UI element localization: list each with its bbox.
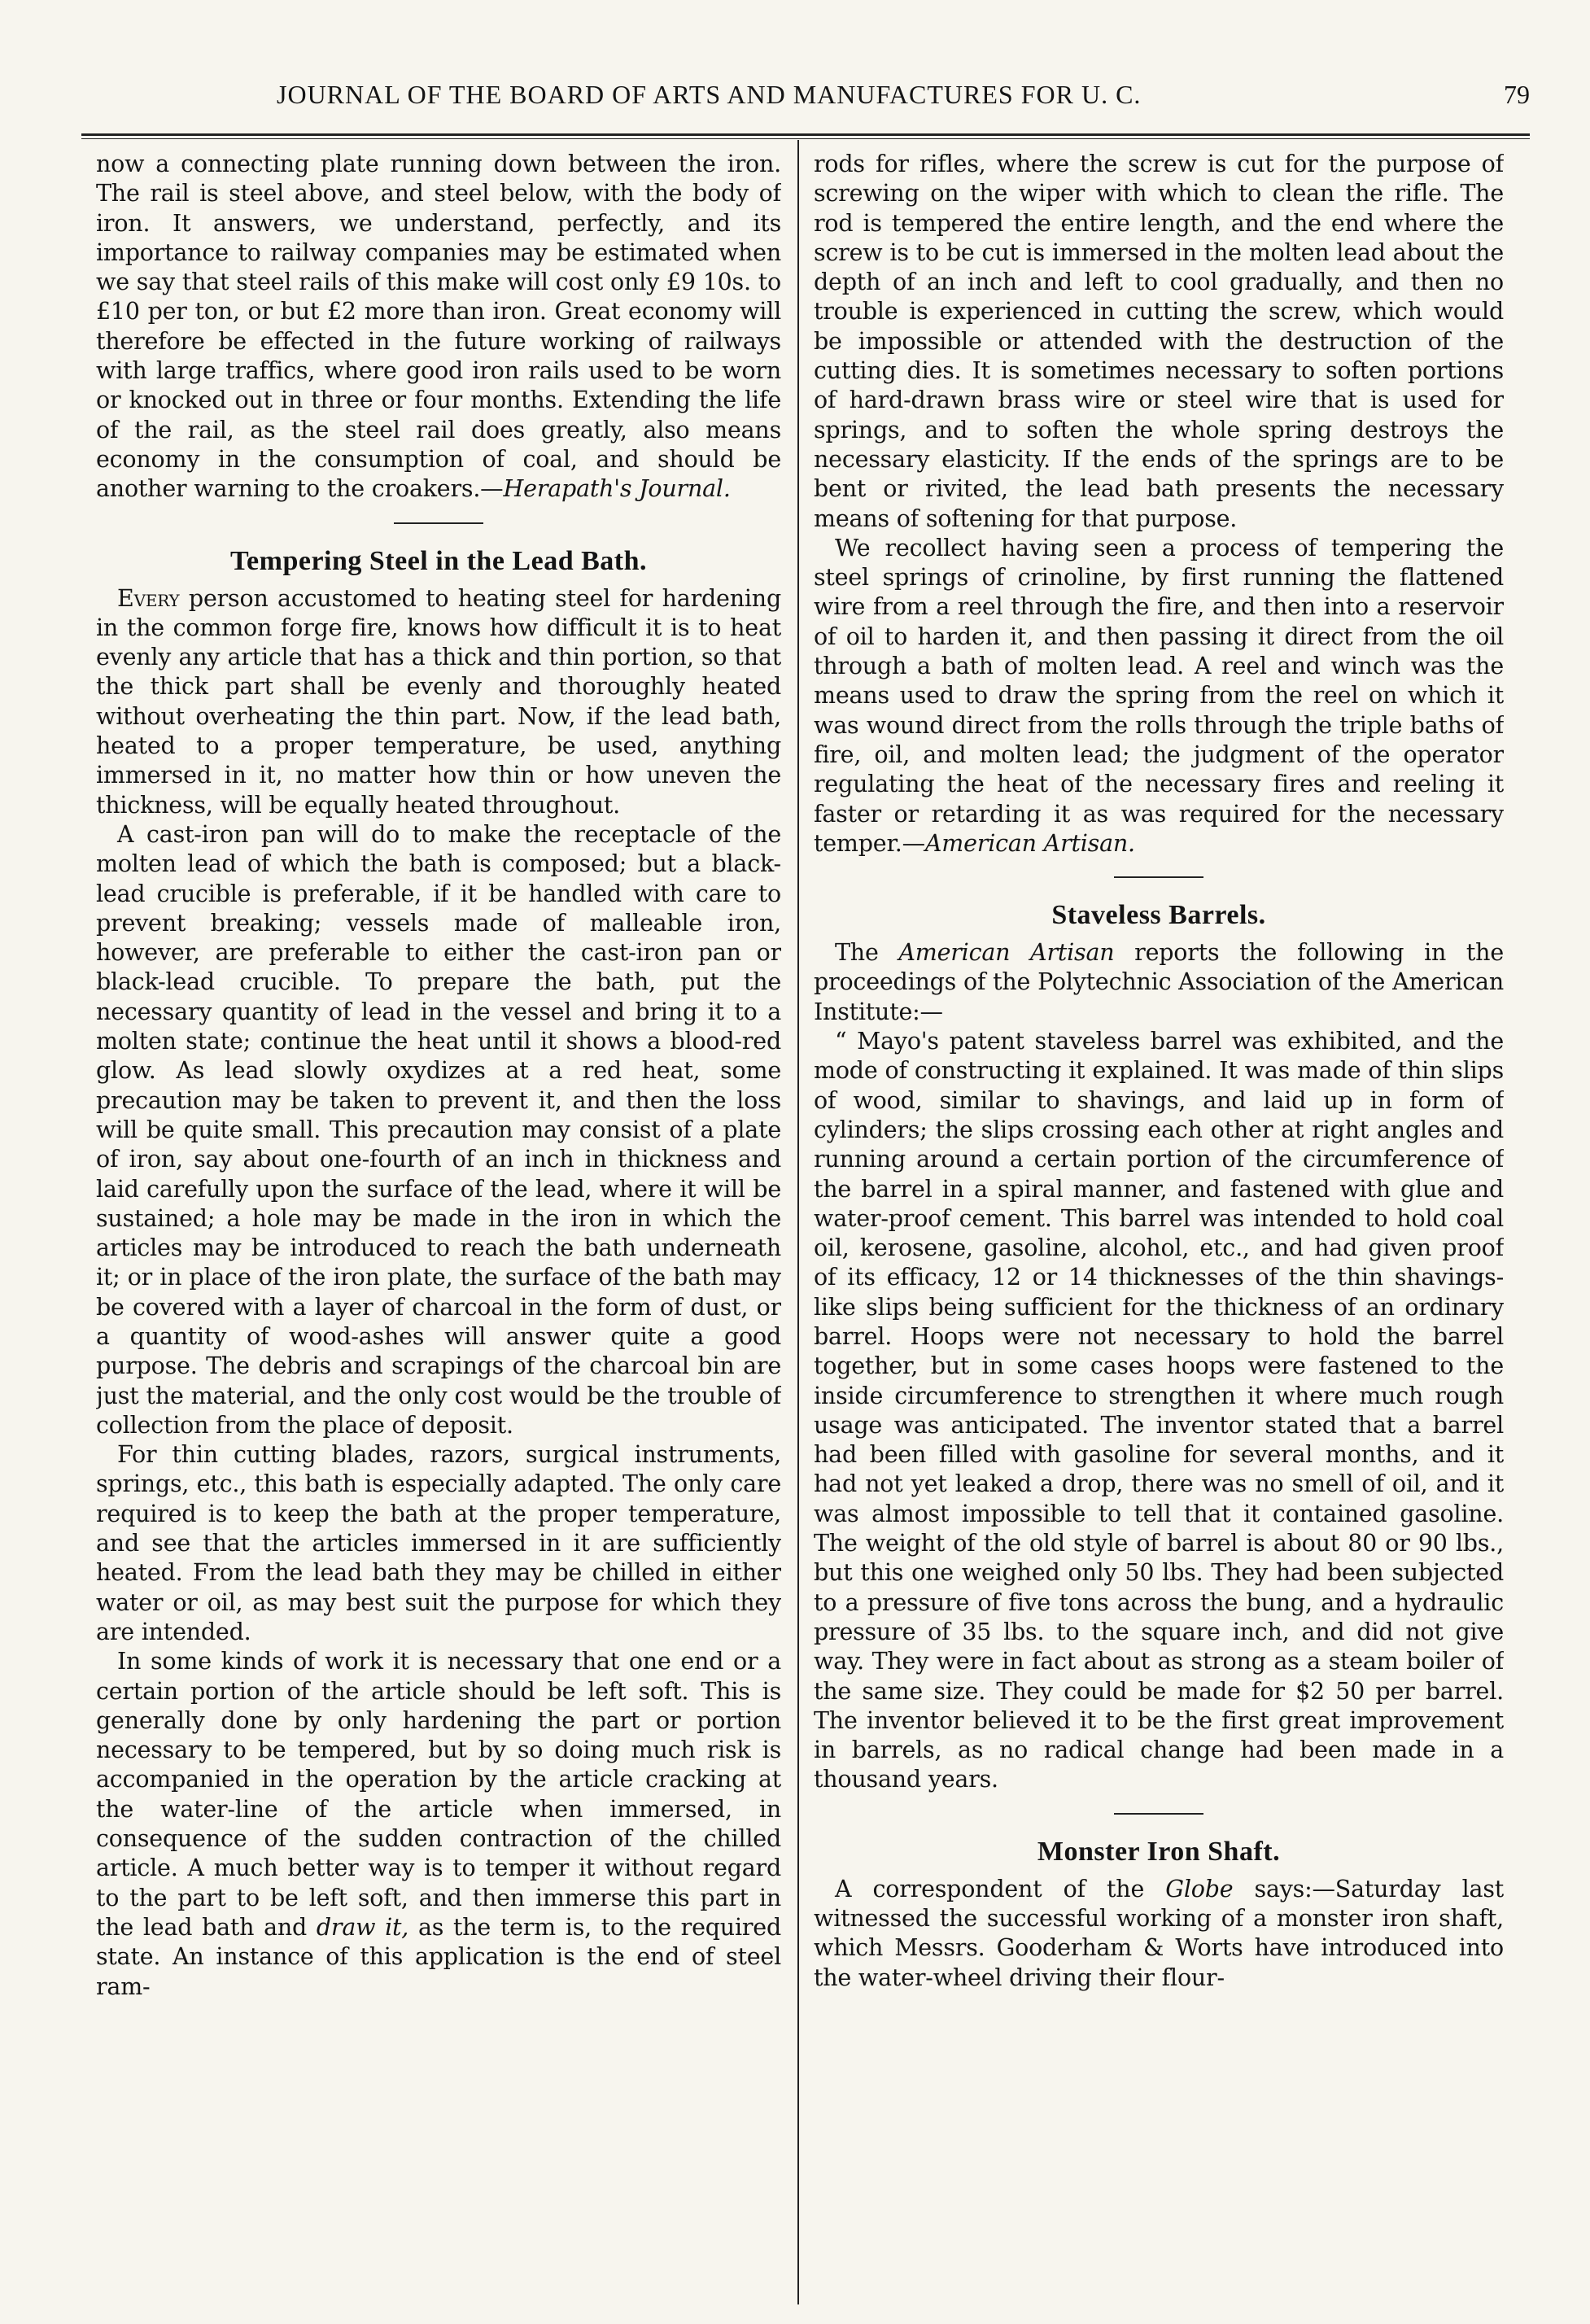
article-paragraph: We recollect having seen a process of tempering the steel springs of crinoline, by first running the flattened wire from a reel through the fire, and then into a reservoir of oil to harden it, and then passing it direct from the oil through a bath of molten lead. A reel and winch was the means used to draw the spring from the reel on which it was wound direct from the rolls through the triple baths of fire, oil, and molten lead; the judgment of the operator regulating the heat of the necessary fires and reeling it faster or retarding it as was required for the necessary temper.—American Artisan.: [814, 534, 1504, 857]
article-paragraph: For thin cutting blades, razors, surgical instruments, springs, etc., this bath is especially adapted. The only care required is to keep the bath at the proper temperature, and see that the articles immersed in it are sufficiently heated. From the lead bath they may be chilled in either water or oil, as may best suit the purpose for which they are intended.: [96, 1441, 781, 1645]
column-divider: [797, 140, 799, 2304]
left-column: [96, 150, 781, 2298]
right-column: [814, 150, 1504, 2298]
article-paragraph: A correspondent of the Globe says:—Saturday last witnessed the successful working of a monster iron shaft, which Messrs. Gooderham & Worts have introduced into the water-wheel driving their flour-: [814, 1875, 1504, 1991]
header-rule: [81, 133, 1530, 139]
running-head: JOURNAL OF THE BOARD OF ARTS AND MANUFACTURES FOR U. C.: [277, 80, 1142, 109]
section-rule: [1114, 876, 1203, 878]
article-title-tempering-steel: Tempering Steel in the Lead Bath.: [229, 545, 648, 576]
article-paragraph: In some kinds of work it is necessary that one end or a certain portion of the article should be left soft. This is generally done by only hardening the part or portion necessary to be tempered, but by so doing much risk is accompanied in the operation by the article cracking at the water-line of the article when immersed, in consequence of the sudden contraction of the chilled article. A much better way is to temper it without regard to the part to be left soft, and then immerse this part in the lead bath and draw it, as the term is, to the required state. An instance of this application is the end of steel ram-: [96, 1648, 781, 2000]
article-title-monster-iron-shaft: Monster Iron Shaft.: [1037, 1836, 1281, 1867]
article-paragraph: “ Mayo's patent staveless barrel was exhibited, and the mode of constructing it explained. It was made of thin slips of wood, similar to shavings, and laid up in form of cylinders; the slips crossing each other at right angles and running around a certain portion of the circumference of the barrel in a spiral manner, and fastened with glue and water-proof cement. This barrel was intended to hold coal oil, kerosene, gasoline, alcohol, etc., and had given proof of its efficacy, 12 or 14 thicknesses of the thin shavings-like slips being sufficient for the thickness of an ordinary barrel. Hoops were not necessary to hold the barrel together, but in some cases hoops were fastened to the inside circumference to strengthen it where much rough usage was anticipated. The inventor stated that a barrel had been filled with gasoline for several months, and it had not yet leaked a drop, there was no smell of oil, and it was almost impossible to tell that it contained gasoline. The weight of the old style of barrel is about 80 or 90 lbs., but this one weighed only 50 lbs. They had been subjected to a pressure of five tons across the bung, and a hydraulic pressure of 35 lbs. to the square inch, and did not give way. They were in fact about as strong as a steam boiler of the same size. They could be made for $2 50 per barrel. The inventor believed it to be the first great improvement in barrels, as no radical change had been made in a thousand years.: [814, 1028, 1504, 1793]
source-citation: American Artisan.: [924, 829, 1135, 857]
article-paragraph: A cast-iron pan will do to make the receptacle of the molten lead of which the bath is composed; but a black-lead crucible is preferable, if it be handled with care to prevent breaking; vessels made of malleable iron, however, are preferable to either the cast-iron pan or black-lead crucible. To prepare the bath, put the necessary quantity of lead in the vessel and bring it to a molten state; continue the heat until it shows a blood-red glow. As lead slowly oxydizes at a red heat, some precaution may be taken to prevent it, and then the loss will be quite small. This precaution may consist of a plate of iron, say about one-fourth of an inch in thickness and laid carefully upon the surface of the lead, where it will be sustained; a hole may be made in the iron in which the articles may be introduced to reach the bath underneath it; or in place of the iron plate, the surface of the bath may be covered with a layer of charcoal in the form of dust, or a quantity of wood-ashes will answer quite a good purpose. The debris and scrapings of the charcoal bin are just the material, and the only cost would be the trouble of collection from the place of deposit.: [96, 820, 781, 1439]
section-rule: [394, 522, 483, 524]
page-number: 79: [1504, 80, 1530, 109]
continued-paragraph: now a connecting plate running down between the iron. The rail is steel above, and steel below, with the body of iron. It answers, we understand, perfectly, and its importance to railway companies may be estimated when we say that steel rails of this make will cost only £9 10s. to £10 per ton, or but £2 more than iron. Great economy will therefore be effected in the future working of railways with large traffics, where good iron rails used to be worn or knocked out in three or four months. Extending the life of the rail, as the steel rail does greatly, also means economy in the consumption of coal, and should be another warning to the croakers.—Herapath's Journal.: [96, 151, 781, 503]
italic-term: draw it,: [316, 1913, 409, 1941]
article-paragraph: Every person accustomed to heating steel for hardening in the common forge fire, knows how difficult it is to heat evenly any article that has a thick and thin portion, so that the thick part shall be evenly and thoroughly heated without overheating the thin part. Now, if the lead bath, heated to a proper temperature, be used, anything immersed in it, no matter how thin or how uneven the thickness, will be equally heated throughout.: [96, 584, 781, 819]
lead-word: Every: [117, 584, 180, 612]
source-citation: Herapath's Journal.: [503, 475, 731, 503]
page-header: [81, 80, 1530, 129]
section-rule: [1114, 1813, 1203, 1815]
continued-paragraph: rods for rifles, where the screw is cut for the purpose of screwing on the wiper with which to clean the rifle. The rod is tempered the entire length, and the end where the screw is to be cut is immersed in the molten lead about the depth of an inch and left to cool gradually, and then no trouble is experienced in cutting the screw, which would be impossible or attended with the destruction of the cutting dies. It is sometimes necessary to soften portions of hard-drawn brass wire or steel wire that is used for springs, and to soften the whole spring destroys the necessary elasticity. If the ends of the springs are to be bent or rivited, the lead bath presents the necessary means of softening for that purpose.: [814, 151, 1504, 532]
article-title-staveless-barrels: Staveless Barrels.: [1051, 900, 1266, 931]
publication-name: American Artisan: [898, 939, 1115, 967]
article-paragraph: The American Artisan reports the following in the proceedings of the Polytechnic Association of the American Institute:—: [814, 939, 1504, 1025]
publication-name: Globe: [1165, 1875, 1234, 1902]
